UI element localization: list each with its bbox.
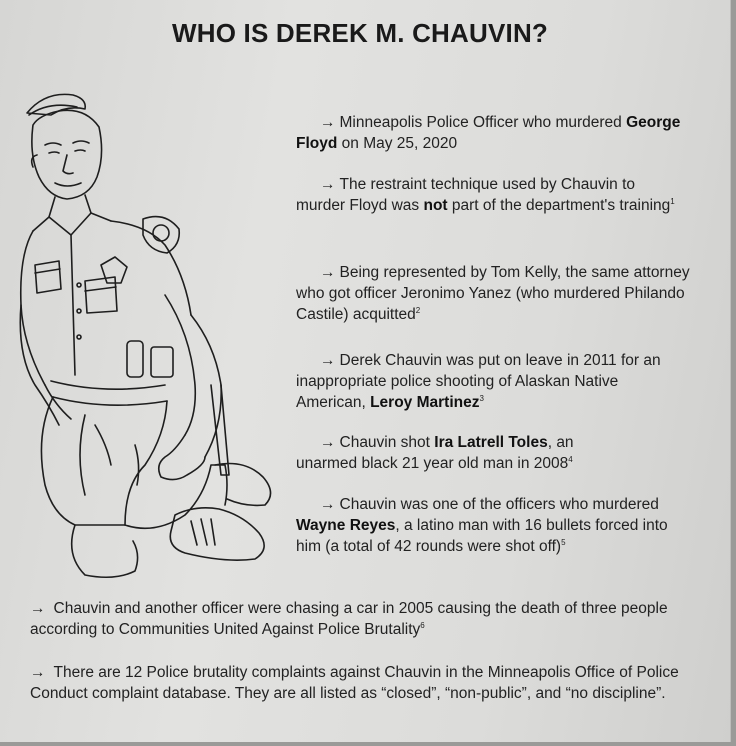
footnote-ref: 2 (415, 305, 421, 315)
fact-item-7 (30, 598, 700, 640)
footnote-ref: 6 (420, 620, 425, 630)
fact-name: Leroy Martinez (370, 394, 480, 411)
fact-item-3 (296, 262, 701, 325)
fact-text: The restraint technique used by Chauvin to murder Floyd was (296, 176, 636, 214)
fact-text: , an unarmed black 21 year old man in 2008 (296, 434, 574, 472)
officer-kneeling-sketch-icon (15, 85, 285, 585)
fact-name: Ira Latrell Toles (434, 434, 548, 451)
footnote-ref: 4 (568, 454, 573, 464)
fact-item-1 (296, 112, 706, 154)
arrow-icon: → (320, 352, 336, 369)
fact-item-4 (296, 350, 686, 413)
arrow-icon: → (320, 176, 336, 193)
fact-text: Being represented by Tom Kelly, the same attorney who got officer Jeronimo Yanez (who murdered Philando Castile) acquitted (296, 264, 690, 323)
fact-item-8 (30, 662, 700, 704)
fact-item-5 (296, 432, 636, 474)
fact-text: Chauvin shot (339, 434, 435, 451)
footnote-ref: 1 (670, 196, 675, 206)
footnote-ref: 5 (561, 537, 566, 547)
fact-text: Chauvin and another officer were chasing a car in 2005 causing the death of three people according to Communities United Against Police Brutality (30, 600, 668, 638)
arrow-icon: → (30, 664, 46, 681)
arrow-icon: → (30, 600, 46, 617)
fact-text: , a latino man with 16 bullets forced into him (a total of 42 rounds were shot off) (296, 517, 668, 555)
fact-emphasis: not (423, 197, 448, 214)
fact-text: part of the department's training (447, 197, 671, 214)
fact-text: Chauvin was one of the officers who murdered (339, 496, 659, 513)
arrow-icon: → (320, 496, 336, 513)
arrow-icon: → (320, 434, 336, 451)
fact-text: There are 12 Police brutality complaints against Chauvin in the Minneapolis Office of Police Conduct complaint database. They are all listed as “closed”, “non-public”, and “no discipline”. (30, 664, 679, 702)
footnote-ref: 3 (479, 393, 484, 403)
arrow-icon: → (320, 264, 336, 281)
fact-text: on May 25, 2020 (337, 135, 458, 152)
arrow-icon: → (320, 114, 336, 131)
fact-name: George Floyd (296, 114, 681, 152)
fact-item-6 (296, 494, 671, 557)
fact-item-2 (296, 174, 686, 216)
page-title: WHO IS DEREK M. CHAUVIN? (171, 18, 549, 48)
fact-name: Wayne Reyes (296, 517, 396, 534)
fact-text: Derek Chauvin was put on leave in 2011 for an inappropriate police shooting of Alaskan Native American, (296, 352, 661, 411)
fact-text: Minneapolis Police Officer who murdered (339, 114, 627, 131)
